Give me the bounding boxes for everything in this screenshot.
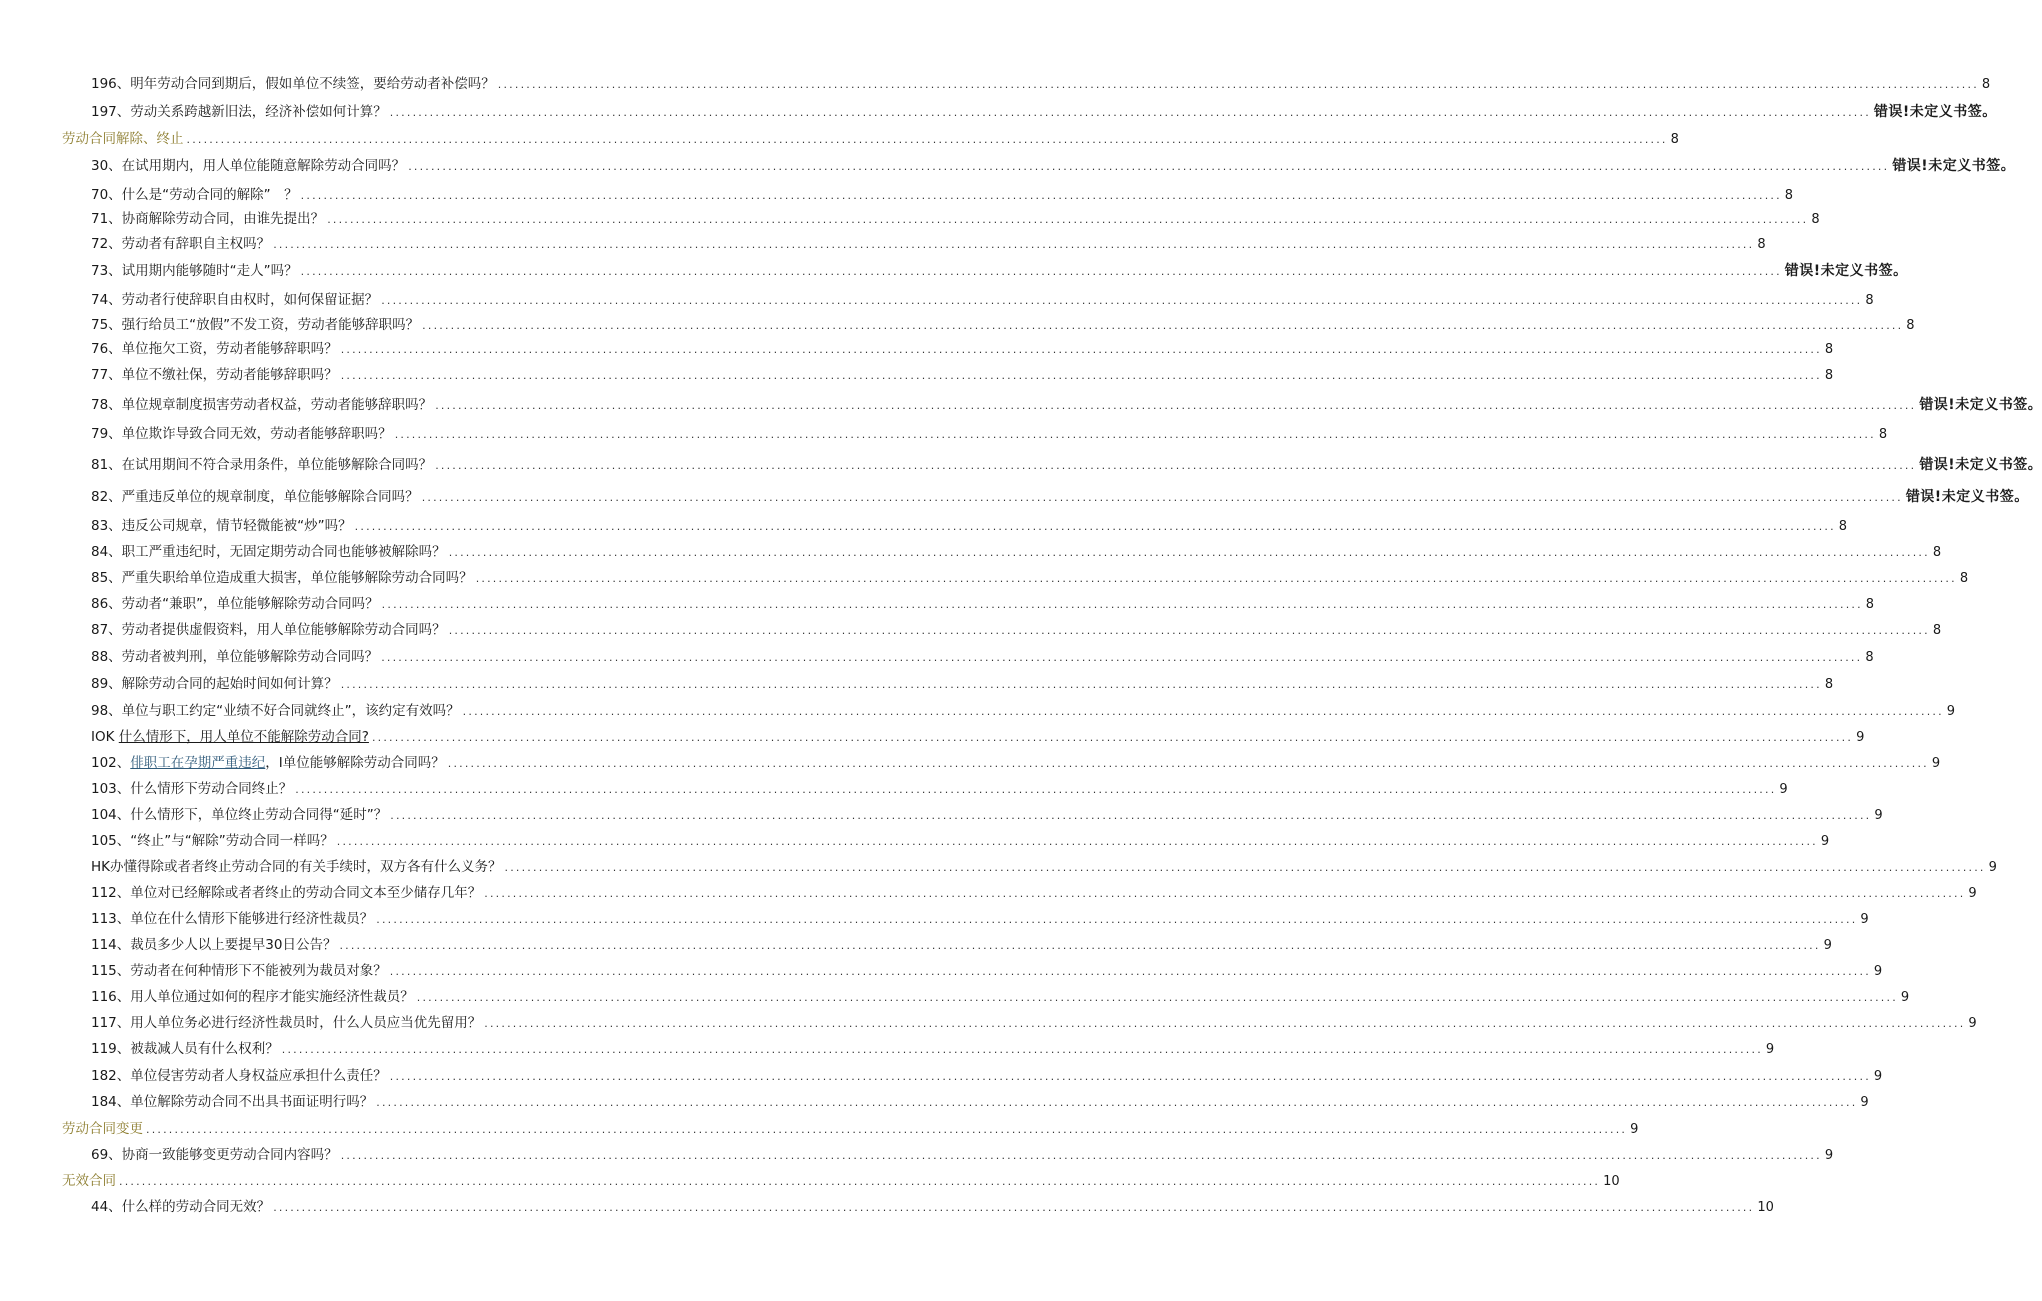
toc-entry-title	[62, 1118, 143, 1140]
toc-entry-title	[91, 593, 379, 615]
toc-page-number: 9	[1824, 1148, 1834, 1163]
toc-dot-leader: ....................................................................................................................................................................................................................................................................	[421, 491, 1903, 504]
toc-page-number: 8	[1932, 545, 1942, 560]
toc-dot-leader: ....................................................................................................................................................................................................................................................................	[408, 160, 1890, 173]
toc-dot-leader: ....................................................................................................................................................................................................................................................................	[354, 520, 1836, 533]
toc-entry[interactable]	[91, 101, 1997, 123]
toc-page-number: 8	[1824, 677, 1834, 692]
toc-page-number: 9	[1931, 756, 1941, 771]
toc-bookmark-error: 错误!未定义书签。	[1905, 489, 2029, 505]
toc-entry[interactable]	[91, 567, 1969, 589]
toc-entry-title	[91, 1012, 481, 1034]
toc-page-number: 8	[1878, 427, 1888, 442]
toc-page-number: 9	[1874, 808, 1883, 823]
toc-entry-text: 86、劳动者“兼职”，单位能够解除劳动合同吗？	[91, 596, 379, 612]
toc-entry[interactable]	[91, 830, 1830, 852]
toc-entry-title	[91, 856, 502, 878]
toc-entry-title	[91, 700, 460, 722]
toc-entry-title	[91, 1196, 270, 1218]
toc-entry-text: 82、严重违反单位的规章制度，单位能够解除合同吗？	[91, 489, 419, 505]
toc-page-number: 8	[1906, 318, 1915, 333]
toc-dot-leader: ....................................................................................................................................................................................................................................................................	[295, 783, 1777, 796]
toc-entry-title	[91, 73, 495, 95]
toc-dot-leader: ....................................................................................................................................................................................................................................................................	[340, 678, 1822, 691]
toc-entry-title	[91, 619, 446, 641]
toc-entry-title	[91, 960, 387, 982]
toc-page-number: 9	[1860, 1095, 1869, 1110]
toc-entry-title	[91, 726, 369, 748]
toc-entry-text: 85、严重失职给单位造成重大损害，单位能够解除劳动合同吗？	[91, 570, 473, 586]
toc-entry-title	[91, 830, 334, 852]
toc-entry-text: 什么情形下，用人单位不能解除劳动合同?	[118, 729, 369, 745]
toc-dot-leader: ....................................................................................................................................................................................................................................................................	[394, 428, 1876, 441]
toc-dot-leader: ....................................................................................................................................................................................................................................................................	[435, 399, 1917, 412]
toc-dot-leader: ....................................................................................................................................................................................................................................................................	[273, 1201, 1755, 1214]
toc-entry-text: 30、在试用期内，用人单位能随意解除劳动合同吗？	[91, 158, 406, 174]
toc-dot-leader: ....................................................................................................................................................................................................................................................................	[340, 369, 1822, 382]
toc-entry[interactable]	[91, 1091, 1869, 1113]
toc-entry[interactable]	[91, 908, 1869, 930]
toc-entry[interactable]	[91, 804, 1883, 826]
toc-entry-title	[91, 101, 387, 123]
toc-page-number: 10	[1757, 1200, 1774, 1215]
toc-entry-text: 196、明年劳动合同到期后，假如单位不续签，要给劳动者补偿吗？	[91, 76, 495, 92]
toc-dot-leader: ....................................................................................................................................................................................................................................................................	[300, 189, 1782, 202]
toc-entry[interactable]	[91, 73, 1991, 95]
toc-dot-leader: ....................................................................................................................................................................................................................................................................	[389, 1070, 1871, 1083]
toc-dot-leader: ....................................................................................................................................................................................................................................................................	[327, 213, 1809, 226]
toc-entry[interactable]	[91, 778, 1788, 800]
toc-page-number: 9	[1968, 1016, 1977, 1031]
toc-entry-title	[91, 1091, 373, 1113]
toc-entry-title	[91, 155, 405, 177]
toc-entry-prefix: 102、	[91, 755, 131, 771]
toc-entry[interactable]	[91, 184, 1794, 206]
toc-entry[interactable]	[91, 882, 1977, 904]
toc-dot-leader: ....................................................................................................................................................................................................................................................................	[422, 319, 1904, 332]
toc-page-number: 8	[1865, 293, 1874, 308]
toc-entry-text: 115、劳动者在何种情形下不能被列为裁员对象？	[91, 963, 387, 979]
toc-page-number: 9	[1946, 704, 1956, 719]
toc-dot-leader: ....................................................................................................................................................................................................................................................................	[390, 809, 1872, 822]
toc-entry-text: 87、劳动者提供虚假资料，用人单位能够解除劳动合同吗？	[91, 622, 446, 638]
toc-entry-text: 98、单位与职工约定“业绩不好合同就终止”，该约定有效吗？	[91, 703, 460, 719]
toc-section-heading[interactable]	[62, 1118, 1639, 1140]
toc-dot-leader: ....................................................................................................................................................................................................................................................................	[340, 1149, 1822, 1162]
toc-page-number: 8	[1959, 571, 1969, 586]
toc-dot-leader: ....................................................................................................................................................................................................................................................................	[447, 757, 1929, 770]
toc-entry-title	[91, 908, 373, 930]
toc-dot-leader: ....................................................................................................................................................................................................................................................................	[416, 991, 1898, 1004]
toc-dot-leader: ....................................................................................................................................................................................................................................................................	[381, 294, 1863, 307]
toc-entry-text: 81、在试用期间不符合录用条件，单位能够解除合同吗？	[91, 457, 433, 473]
toc-entry-text: 79、单位欺诈导致合同无效，劳动者能够辞职吗？	[91, 426, 392, 442]
toc-page-number: 8	[1838, 519, 1848, 534]
toc-entry-text: 197、劳动关系跨越新旧法，经济补偿如何计算？	[91, 104, 387, 120]
toc-entry[interactable]	[91, 986, 1910, 1008]
toc-entry-title	[91, 778, 292, 800]
toc-entry-link-text[interactable]: 俳职工在孕期严重违纪	[130, 755, 266, 771]
toc-bookmark-error: 错误!未定义书签。	[1919, 457, 2042, 473]
toc-entry[interactable]	[91, 260, 1908, 282]
toc-entry-title	[91, 233, 270, 255]
toc-entry-text: ，I单位能够解除劳动合同吗？	[265, 755, 445, 771]
toc-dot-leader: ....................................................................................................................................................................................................................................................................	[448, 624, 1930, 637]
toc-entry-title	[91, 567, 473, 589]
toc-entry-text: 184、单位解除劳动合同不出具书面证明行吗？	[91, 1094, 374, 1110]
toc-entry[interactable]	[91, 208, 1820, 230]
toc-entry-title	[91, 986, 414, 1008]
toc-page-number: 8	[1824, 342, 1834, 357]
toc-page-number: 9	[1860, 912, 1869, 927]
toc-dot-leader: ....................................................................................................................................................................................................................................................................	[475, 572, 1957, 585]
toc-dot-leader: ....................................................................................................................................................................................................................................................................	[376, 1096, 1858, 1109]
toc-section-heading[interactable]	[62, 128, 1679, 150]
toc-entry[interactable]	[91, 394, 2042, 416]
toc-entry-title	[91, 208, 324, 230]
toc-entry-title	[62, 1170, 116, 1192]
toc-page-number: 9	[1823, 938, 1832, 953]
toc-entry-text: 112、单位对已经解除或者者终止的劳动合同文本至少储存几年？	[91, 885, 482, 901]
toc-page-number: 8	[1811, 212, 1820, 227]
toc-entry-title	[91, 260, 298, 282]
toc-dot-leader: ....................................................................................................................................................................................................................................................................	[389, 965, 1871, 978]
toc-entry[interactable]	[91, 486, 2029, 508]
toc-page-number: 10	[1603, 1174, 1620, 1189]
toc-entry-title	[91, 289, 378, 311]
toc-page-number: 8	[1757, 237, 1766, 252]
toc-page-number: 9	[1873, 964, 1883, 979]
toc-entry[interactable]	[91, 314, 1915, 336]
toc-entry[interactable]	[91, 1012, 1977, 1034]
toc-dot-leader: ....................................................................................................................................................................................................................................................................	[484, 887, 1966, 900]
toc-entry[interactable]	[91, 454, 2042, 476]
toc-entry-title	[91, 752, 445, 774]
toc-entry-title	[91, 1065, 387, 1087]
toc-entry[interactable]	[91, 233, 1766, 255]
toc-entry-title	[91, 673, 338, 695]
toc-page-number: 8	[1865, 597, 1875, 612]
toc-entry-text: 78、单位规章制度损害劳动者权益，劳动者能够辞职吗？	[91, 397, 433, 413]
toc-entry-text: 89、解除劳动合同的起始时间如何计算？	[91, 676, 338, 692]
toc-entry-text: 75、强行给员工“放假”不发工资，劳动者能够辞职吗？	[91, 317, 420, 333]
toc-entry-text: 劳动合同解除、终止	[62, 131, 184, 147]
toc-entry-text: 104、什么情形下，单位终止劳动合同得“延时”？	[91, 807, 388, 823]
toc-entry-text: HK办懂得除或者者终止劳动合同的有关手续时，双方各有什么义务？	[91, 859, 502, 875]
toc-bookmark-error: 错误!未定义书签。	[1873, 104, 1997, 120]
toc-entry-title	[91, 423, 392, 445]
toc-dot-leader: ....................................................................................................................................................................................................................................................................	[376, 913, 1858, 926]
toc-dot-leader: ....................................................................................................................................................................................................................................................................	[146, 1123, 1628, 1136]
toc-entry[interactable]	[91, 1038, 1775, 1060]
toc-entry-title	[91, 541, 446, 563]
toc-entry[interactable]	[91, 289, 1874, 311]
toc-entry-text: 无效合同	[62, 1173, 116, 1189]
toc-entry-title	[91, 646, 378, 668]
toc-page-number: 8	[1981, 77, 1991, 92]
toc-entry[interactable]	[91, 673, 1834, 695]
toc-entry-title	[91, 1144, 338, 1166]
toc-bookmark-error: 错误!未定义书签。	[1784, 263, 1908, 279]
toc-dot-leader: ....................................................................................................................................................................................................................................................................	[484, 1017, 1966, 1030]
toc-entry-text: 105、“终止”与“解除”劳动合同一样吗？	[91, 833, 334, 849]
toc-entry-title	[91, 184, 298, 206]
toc-entry[interactable]	[91, 155, 2016, 177]
toc-page-number: 9	[1779, 782, 1788, 797]
toc-dot-leader: ....................................................................................................................................................................................................................................................................	[119, 1175, 1601, 1188]
toc-entry-text: 劳动合同变更	[62, 1121, 143, 1137]
toc-entry-title	[91, 515, 352, 537]
toc-entry-prefix: IOK	[91, 729, 119, 745]
toc-entry[interactable]	[91, 1144, 1834, 1166]
toc-entry[interactable]	[91, 726, 1865, 748]
toc-entry[interactable]	[91, 593, 1875, 615]
toc-page-number: 8	[1932, 623, 1942, 638]
toc-entry-text: 74、劳动者行使辞职自由权时，如何保留证据？	[91, 292, 379, 308]
toc-page-number: 9	[1630, 1122, 1639, 1137]
toc-entry-text: 88、劳动者被判刑，单位能够解除劳动合同吗？	[91, 649, 379, 665]
toc-entry-title	[91, 486, 419, 508]
toc-dot-leader: ....................................................................................................................................................................................................................................................................	[300, 265, 1782, 278]
toc-entry-text: 119、被裁减人员有什么权利？	[91, 1041, 279, 1057]
toc-entry[interactable]	[91, 364, 1834, 386]
toc-entry-text: 84、职工严重违纪时，无固定期劳动合同也能够被解除吗？	[91, 544, 446, 560]
toc-entry-title	[91, 454, 432, 476]
toc-entry-text: 182、单位侵害劳动者人身权益应承担什么责任？	[91, 1068, 387, 1084]
toc-page-number: 9	[1968, 886, 1977, 901]
toc-page-number: 9	[1988, 860, 1997, 875]
toc-entry-text: 83、违反公司规章，情节轻微能被“炒”吗？	[91, 518, 352, 534]
toc-dot-leader: ....................................................................................................................................................................................................................................................................	[273, 238, 1755, 251]
toc-entry-title	[91, 804, 387, 826]
toc-entry-title	[62, 128, 184, 150]
toc-dot-leader: ....................................................................................................................................................................................................................................................................	[448, 546, 1930, 559]
toc-page-number: 8	[1865, 650, 1874, 665]
toc-entry[interactable]	[91, 1065, 1883, 1087]
toc-entry-text: 73、试用期内能够随时“走人”吗？	[91, 263, 298, 279]
toc-dot-leader: ....................................................................................................................................................................................................................................................................	[435, 459, 1917, 472]
toc-dot-leader: ....................................................................................................................................................................................................................................................................	[340, 343, 1822, 356]
toc-dot-leader: ....................................................................................................................................................................................................................................................................	[389, 106, 1871, 119]
toc-entry[interactable]	[91, 541, 1942, 563]
toc-bookmark-error: 错误!未定义书签。	[1892, 158, 2016, 174]
toc-entry-text: 72、劳动者有辞职自主权吗？	[91, 236, 271, 252]
toc-entry-text: 114、裁员多少人以上要提早30日公告？	[91, 937, 337, 953]
toc-entry[interactable]	[91, 619, 1942, 641]
toc-bookmark-error: 错误!未定义书签。	[1919, 397, 2042, 413]
toc-entry-text: 116、用人单位通过如何的程序才能实施经济性裁员？	[91, 989, 414, 1005]
toc-dot-leader: ....................................................................................................................................................................................................................................................................	[462, 705, 1944, 718]
toc-entry-title	[91, 338, 338, 360]
toc-dot-leader: ....................................................................................................................................................................................................................................................................	[186, 133, 1668, 146]
toc-page-number: 8	[1784, 188, 1794, 203]
toc-entry-text: 117、用人单位务必进行经济性裁员时，什么人员应当优先留用？	[91, 1015, 482, 1031]
toc-page-number: 9	[1856, 730, 1865, 745]
toc-page-number: 9	[1820, 834, 1830, 849]
toc-entry-title	[91, 364, 338, 386]
toc-entry-text: 70、什么是“劳动合同的解除” ？	[91, 187, 298, 203]
toc-page-number: 8	[1824, 368, 1834, 383]
toc-dot-leader: ....................................................................................................................................................................................................................................................................	[371, 731, 1854, 744]
toc-entry[interactable]	[91, 856, 1997, 878]
toc-entry-text: 113、单位在什么情形下能够进行经济性裁员？	[91, 911, 374, 927]
toc-page-number: 8	[1670, 132, 1679, 147]
toc-entry-title	[91, 882, 481, 904]
toc-entry[interactable]	[91, 338, 1834, 360]
toc-dot-leader: ....................................................................................................................................................................................................................................................................	[504, 861, 1986, 874]
toc-entry[interactable]	[91, 752, 1941, 774]
toc-entry-title	[91, 1038, 279, 1060]
toc-entry[interactable]	[91, 934, 1832, 956]
toc-entry-title	[91, 934, 336, 956]
toc-dot-leader: ....................................................................................................................................................................................................................................................................	[497, 78, 1979, 91]
toc-section-heading[interactable]	[62, 1170, 1620, 1192]
toc-dot-leader: ....................................................................................................................................................................................................................................................................	[381, 651, 1863, 664]
toc-dot-leader: ....................................................................................................................................................................................................................................................................	[336, 835, 1818, 848]
toc-entry[interactable]	[91, 515, 1848, 537]
toc-entry-text: 103、什么情形下劳动合同终止？	[91, 781, 293, 797]
toc-entry-text: 77、单位不缴社保，劳动者能够辞职吗？	[91, 367, 338, 383]
toc-entry-text: 44、什么样的劳动合同无效？	[91, 1199, 271, 1215]
toc-entry[interactable]	[91, 1196, 1774, 1218]
toc-entry-title	[91, 394, 432, 416]
toc-page-number: 9	[1900, 990, 1910, 1005]
toc-entry[interactable]	[91, 700, 1956, 722]
toc-entry[interactable]	[91, 960, 1883, 982]
toc-entry-text: 71、协商解除劳动合同，由谁先提出？	[91, 211, 325, 227]
toc-dot-leader: ....................................................................................................................................................................................................................................................................	[281, 1043, 1763, 1056]
toc-page-number: 9	[1873, 1069, 1883, 1084]
toc-entry-title	[91, 314, 419, 336]
toc-entry-text: 69、协商一致能够变更劳动合同内容吗？	[91, 1147, 338, 1163]
toc-page-number: 9	[1765, 1042, 1775, 1057]
toc-entry-text: 76、单位拖欠工资，劳动者能够辞职吗？	[91, 341, 338, 357]
toc-dot-leader: ....................................................................................................................................................................................................................................................................	[339, 939, 1821, 952]
toc-entry[interactable]	[91, 423, 1888, 445]
toc-entry[interactable]	[91, 646, 1874, 668]
toc-dot-leader: ....................................................................................................................................................................................................................................................................	[381, 598, 1863, 611]
